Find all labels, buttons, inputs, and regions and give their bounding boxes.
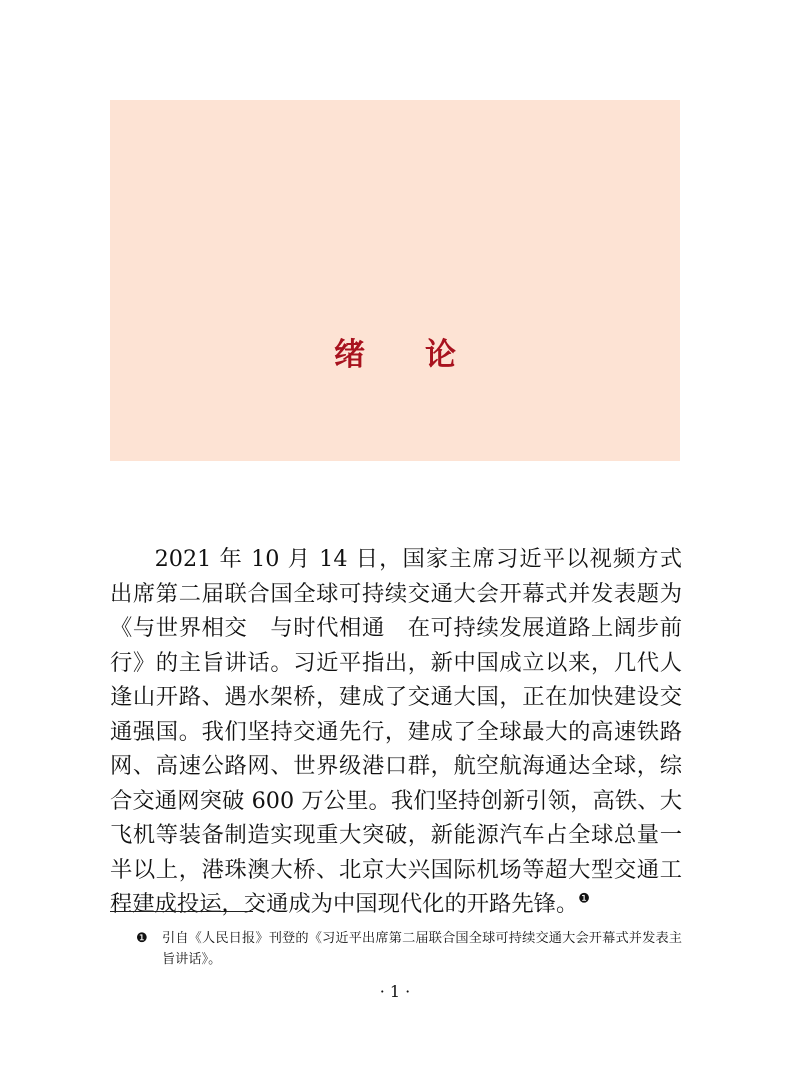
chapter-title-block bbox=[110, 100, 680, 461]
chapter-title-char-1: 绪 bbox=[334, 337, 365, 373]
body-paragraph-text: 2021 年 10 月 14 日，国家主席习近平以视频方式出席第二届联合国全球可持续交通大会开幕式并发表题为《与世界相交 与时代相通 在可持续发展道路上阔步前行》的主旨讲话。习近平指出，新中国成立以来，几代人逢山开路、遇水架桥，建成了交通大国，正在加快建设交通强国。我们坚持交通先行，建成了全球最大的高速铁路网、高速公路网、世界级港口群，航空航海通达全球，综合交通网突破 600 万公里。我们坚持创新引领，高铁、大飞机等装备制造实现重大突破，新能源汽车占全球总量一半以上，港珠澳大桥、北京大兴国际机场等超大型交通工程建成投运，交通成为中国现代化的开路先锋。 bbox=[110, 546, 682, 917]
footnote bbox=[110, 928, 682, 970]
footnote-reference[interactable]: ❶ bbox=[578, 891, 590, 907]
chapter-title bbox=[110, 337, 680, 373]
body-paragraph bbox=[110, 542, 682, 922]
footnote-text: 引自《人民日报》刊登的《习近平出席第二届联合国全球可持续交通大会开幕式并发表主旨讲话》。 bbox=[162, 931, 682, 967]
page-number: · 1 · bbox=[379, 982, 411, 1001]
footnote-number: ❶ bbox=[136, 931, 148, 946]
chapter-title-char-2: 论 bbox=[425, 337, 456, 373]
footnote-divider bbox=[110, 911, 253, 912]
